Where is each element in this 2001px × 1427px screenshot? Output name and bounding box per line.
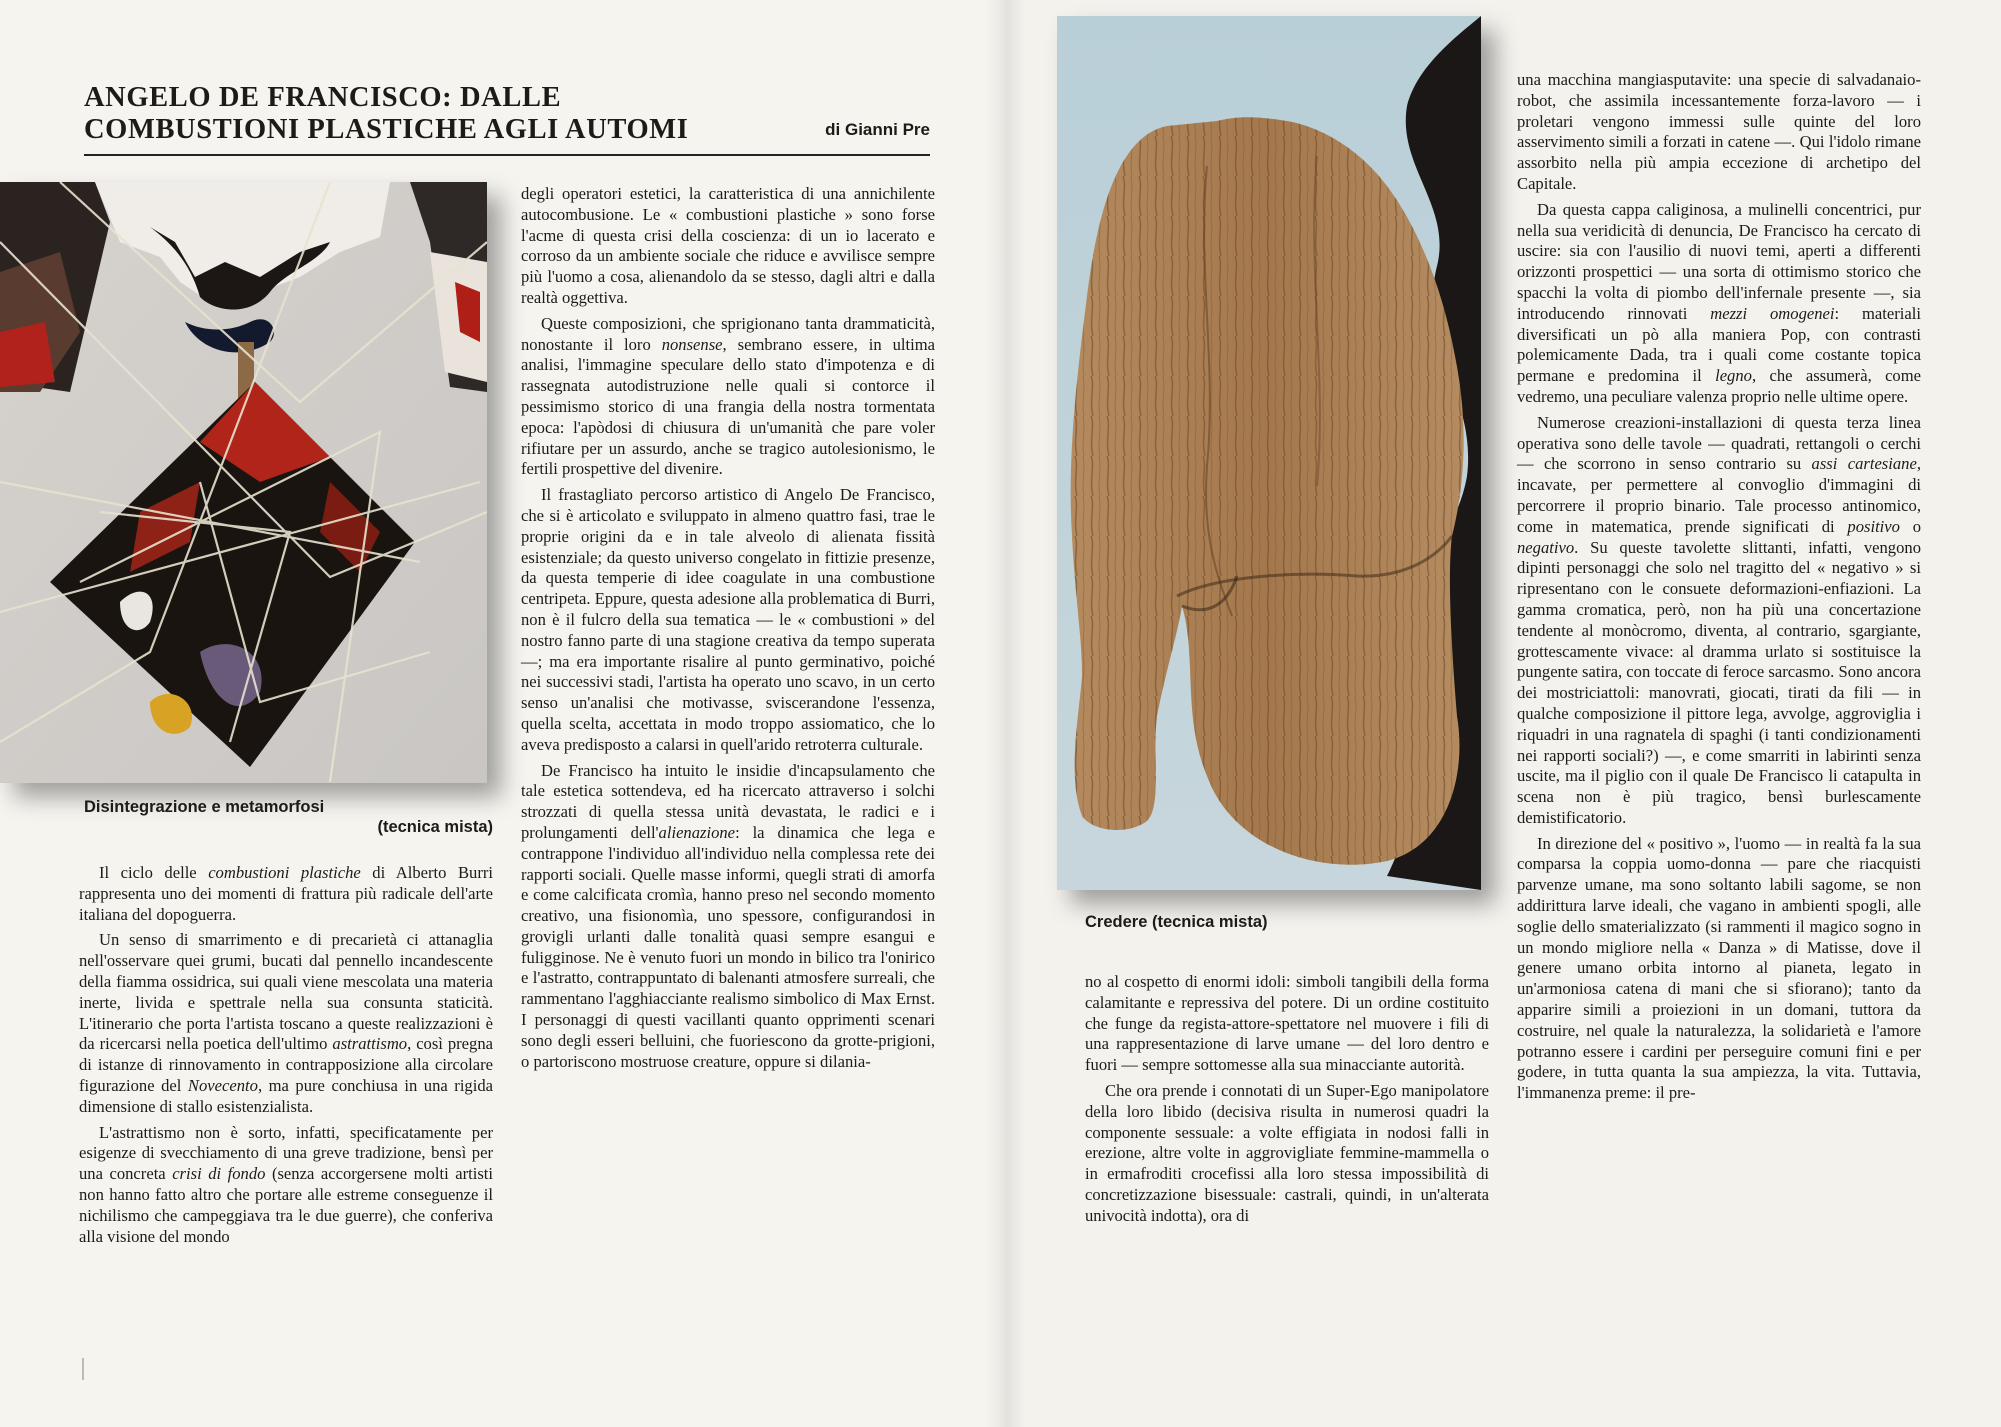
title-rule bbox=[84, 154, 930, 156]
italic-term: Novecento bbox=[187, 1075, 258, 1095]
paragraph: Il ciclo delle combustioni plastiche di Alberto Burri rappresenta uno dei momenti di frattura più radicale dell'arte italiana del dopoguerra. bbox=[79, 863, 494, 924]
paragraph: Queste composizioni, che sprigionano tanta drammaticità, nonostante il loro nonsense, sembrano essere, in ultima analisi, l'immagine speculare dello stato d'impotenza e di rassegnata autodistruzione nelle quali si contorce il pessimismo storico di una frangia della nostra tormentata epoca: l'apòdosi di chiusura di un'umanità che pare voler rifiutare per un assurdo, anche se tragico autolesionismo, le fertili prospettive del divenire. bbox=[521, 313, 935, 479]
italic-term: positivo bbox=[1847, 516, 1900, 536]
artwork-image bbox=[0, 182, 487, 783]
article-title-line-2: COMBUSTIONI PLASTICHE AGLI AUTOMI bbox=[84, 114, 689, 145]
page-gutter bbox=[985, 0, 1025, 1427]
caption-right: Credere (tecnica mista) bbox=[1085, 913, 1268, 931]
paragraph: Che ora prende i connotati di un Super-Ego manipolatore della loro libido (decisiva risulta in numerosi quadri la componente sessuale: a volte effigiata in nodosi falli in erezione, altre volte in aggrovigliate femmine-mammella o in ermafroditi crocefissi alla loro stessa impossibilità di concretizzazione bisessuale: castrali, quindi, in un'alterata univocità indotta), ora di bbox=[1085, 1080, 1489, 1225]
caption-left-title: Disintegrazione e metamorfosi bbox=[84, 798, 325, 816]
article-title bbox=[84, 82, 764, 146]
paragraph: Da questa cappa caliginosa, a mulinelli concentrici, pur nella sua veridicità di denuncia, De Francisco ha cercato di uscire: sia con l'ausilio di nuovi temi, aperti a differenti orizzonti prospettici — una sorta di ottimismo storico che spacchi la volta di piombo dell'infernale presente —, sia introducendo rinnovati mezzi omogenei: materiali diversificati un pò alla maniera Pop, con contrasti polemicamente Dada, tra i quali come costante topica permane e predomina il legno, che assumerà, come vedremo, una peculiare valenza proprio nelle ultime opere. bbox=[1517, 199, 1921, 406]
page-mark bbox=[82, 1358, 84, 1380]
artwork-photo-disintegrazione bbox=[0, 182, 487, 783]
italic-term: legno bbox=[1715, 366, 1752, 386]
paragraph: Il frastagliato percorso artistico di Angelo De Francisco, che si è articolato e sviluppato in almeno quattro fasi, trae le proprie origini da e in tale alveolo di alienata fissità esistenziale; da questo universo congelato in fittizie presenze, da questa temperie di idee coagulate in una combustione centripeta. Eppure, questa adesione alla problematica di Burri, non è il fulcro della sua tematica — le « combustioni » del nostro fanno parte di una stagione creativa da tempo superata —; ma era importante risalire al punto germinativo, poiché nei successivi stadi, l'artista ha operato uno scavo, in un certo senso un'analisi che motivasse, sviscerandone l'essenza, quella scelta, accettata in modo troppo assiomatico, che lo aveva predisposto a calarsi in quell'arido retroterra culturale. bbox=[521, 485, 935, 754]
paragraph: De Francisco ha intuito le insidie d'incapsulamento che tale estetica sottendeva, ed ha ricercato attraverso i solchi strozzati di quella stessa unità devastata, le radici e i prolungamenti dell'alienazione: la dinamica che lega e contrappone l'individuo all'individuo nella complessa rete dei rapporti sociali. Quelle masse informi, quegli strati di amorfa e come calcificata cromìa, hanno preso nel secondo momento creativo, una fisionomìa, uno spessore, configurandosi in grovigli urlanti dalle tonalità quasi sempre esangui e fuligginose. Ne è venuto fuori un mondo in bilico tra l'onirico e l'astratto, contrappuntato di balenanti atmosfere surreali, che rammentano l'agghiacciante realismo simbolico di Max Ernst. I personaggi di questi vacillanti quanto opprimenti scenari sono degli esseri belluini, che fuoriescono da grotte-prigioni, o partoriscono mostruose creature, oppure si dilania- bbox=[521, 760, 935, 1071]
text-column-1 bbox=[79, 863, 493, 1247]
paragraph: Numerose creazioni-installazioni di questa terza linea operativa sono delle tavole — quadrati, rettangoli o cerchi — che scorrono in senso contrario su assi cartesiane, incavate, per permettere al convoglio d'immagini di percorrere il proprio binario. Tale processo antinomico, come in matematica, prende significati di positivo o negativo. Su queste tavolette slittanti, infatti, vengono dipinti personaggi che solo nel tragitto del « negativo » si ripresentano con le consuete deformazioni-enfiazioni. La gamma cromatica, però, non ha più una concertazione tendente al monòcromo, diventa, al contrario, sgargiante, grottescamente vivace: al dramma urlato si sostituisce la pungente satira, con toccate di feroce sarcasmo. Sono ancora dei mostriciattoli: manovrati, giocati, tirati da fili — in qualche composizione il pittore lega, avvolge, aggroviglia i riquadri in una ragnatela di spaghi (i tanti condizionamenti nei rapporti sociali?) —, e come smarriti in labirinti senza uscite, ma il piglio con il quale De Francisco li catapulta in scena non è più tragico, bensì burlescamente demistificatorio. bbox=[1517, 412, 1922, 827]
paragraph: L'astrattismo non è sorto, infatti, specificatamente per esigenze di svecchiamento di una greve tradizione, bensì per una concreta crisi di fondo (senza accorgersene molti artisti non hanno fatto altro che portare alle estreme conseguenze il nichilismo che campeggiava tra le due guerre), che conferiva alla visione del mondo bbox=[79, 1122, 493, 1246]
italic-term: alienazione bbox=[658, 822, 736, 842]
paragraph: Un senso di smarrimento e di precarietà ci attanaglia nell'osservare quei grumi, bucati dal pennello incandescente della fiamma ossidrica, sui quali viene mescolata una materia inerte, livida e spettrale nella sua consunta staticità. L'itinerario che porta l'artista toscano a queste realizzazioni è da ricercarsi nella poetica dell'ultimo astrattismo, così pregna di istanze di rinnovamento in contrapposizione alla circolare figurazione del Novecento, ma pure conchiusa in una rigida dimensione di stallo esistenzialista. bbox=[79, 930, 493, 1116]
italic-term: astrattismo bbox=[332, 1034, 408, 1054]
byline: di Gianni Pre bbox=[825, 120, 930, 139]
caption-left-technique: (tecnica mista) bbox=[377, 818, 493, 836]
italic-term: combustioni plastiche bbox=[208, 863, 361, 882]
artwork-image bbox=[1057, 16, 1481, 890]
italic-term: assi cartesiane bbox=[1811, 454, 1917, 474]
italic-term: mezzi omogenei bbox=[1710, 303, 1835, 323]
article-title-line-1: ANGELO DE FRANCISCO: DALLE bbox=[84, 82, 562, 113]
artwork-photo-credere bbox=[1057, 16, 1481, 890]
text-column-3 bbox=[1085, 972, 1489, 1227]
text-column-2 bbox=[521, 184, 935, 1072]
italic-term: crisi di fondo bbox=[172, 1164, 266, 1184]
paragraph: no al cospetto di enormi idoli: simboli tangibili della forma calamitante e repressiva del potere. Di un ordine costituito che funge da regista-attore-spettatore nel muovere i fili di una rappresentazione di larve umane — del loro dentro e fuori — sempre sottomesse alla sua minacciante autorità. bbox=[1085, 972, 1489, 1075]
italic-term: nonsense bbox=[661, 334, 723, 354]
paragraph: In direzione del « positivo », l'uomo — in realtà fa la sua comparsa la coppia uomo-donna — pare che riacquisti parvenze umane, ma sono soltanto labili sagome, se non addirittura larve ideali, che vagano in ambienti spogli, alle soglie dello smaterializzato (si rammenti il magico sogno in un mondo migliore nella « Danza » di Matisse, dove il genere umano orbita intorno al pianeta, legato in un'armoniosa catena di mani che si sfiorano); tanto da apparire simili a proiezioni in un domani, tuttora da costruire, nel quale la naturalezza, la solidarietà e l'amore potranno essere i cardini per perseguire comuni fini e per godere, in tutta quanta la sua ampiezza, la vita. Tuttavia, l'immanenza preme: il pre- bbox=[1517, 833, 1921, 1103]
paragraph: degli operatori estetici, la caratteristica di una annichilente autocombusione. Le « combustioni plastiche » sono forse l'acme di questa crisi della coscienza: di un io lacerato e corroso da un ambiente sociale che riduce e avvilisce sempre più l'uomo a cosa, alienandolo da se stesso, dagli altri e dalla realtà oggettiva. bbox=[521, 184, 935, 307]
paragraph: una macchina mangiasputavite: una specie di salvadanaio-robot, che assimila incessantemente forza-lavoro — i proletari vengono immessi sulle quinte del loro asservimento simili a forzati in catene —. Qui l'idolo rimane assorbito nella più ampia eccezione di archetipo del Capitale. bbox=[1517, 70, 1921, 193]
italic-term: negativo bbox=[1517, 537, 1575, 557]
text-column-4 bbox=[1517, 70, 1921, 1104]
